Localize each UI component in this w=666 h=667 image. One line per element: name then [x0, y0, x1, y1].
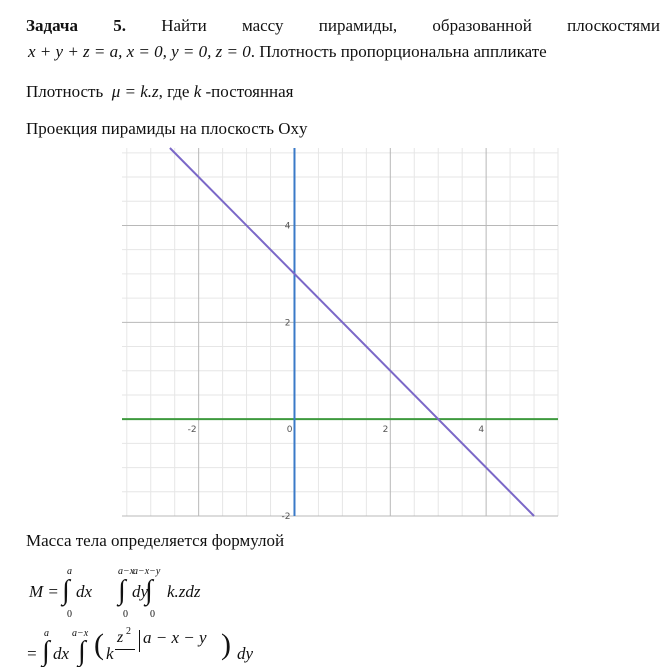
density-suffix: -постоянная: [205, 82, 294, 101]
integral-sign-icon: ∫: [78, 636, 86, 667]
formula1-lower2: 0: [123, 609, 128, 620]
mass-integral-formula: [26, 565, 286, 625]
formula2-k: k: [106, 644, 114, 663]
task-word-find: Найти: [161, 16, 207, 35]
x-tick-label: 4: [478, 425, 485, 436]
major-gridlines: [122, 148, 558, 516]
fraction-bar: [115, 649, 135, 650]
task-word-formed: образованной: [432, 16, 532, 35]
close-paren-icon: ): [221, 628, 231, 661]
formula2-dy: dy: [237, 644, 254, 663]
formula2-upper1: a: [44, 628, 49, 639]
y-tick-label: 4: [284, 221, 291, 232]
x-tick-label: 0: [286, 425, 293, 436]
minor-gridlines: [122, 148, 558, 516]
formula1-upper1: a: [67, 566, 72, 577]
planes-line: [28, 42, 547, 62]
task-heading-line: [26, 16, 660, 36]
formula2-upper2: a−x: [72, 628, 89, 639]
integral-sign-icon: ∫: [42, 636, 50, 667]
axes: [122, 148, 558, 516]
integral-sign-icon: ∫: [118, 575, 126, 606]
formula2-sup: 2: [126, 626, 131, 637]
planes-equation: x + y + z = a, x = 0, y = 0, z = 0: [28, 42, 251, 61]
task-word-mass: массу: [241, 16, 284, 35]
formula1-upper3: a−x−y: [133, 566, 161, 577]
formula2-bar-expr: a − x − y: [143, 628, 207, 647]
integral-sign-icon: ∫: [62, 575, 70, 606]
density-middle: , где: [158, 82, 190, 101]
x-tick-label: -2: [187, 425, 197, 436]
density-formula: μ = k.z: [111, 82, 159, 101]
formula1-lower3: 0: [150, 609, 155, 620]
formula1-lower1: 0: [67, 609, 72, 620]
formula1-lhs: M =: [29, 582, 59, 601]
mass-integral-step: [26, 625, 326, 667]
formula2-lhs: =: [26, 644, 38, 663]
formula1-upper2: a−x: [118, 566, 135, 577]
integral-sign-icon: ∫: [145, 575, 153, 606]
task-number: 5.: [113, 16, 126, 35]
open-paren-icon: (: [94, 628, 104, 661]
task-word-pyramid: пирамиды,: [318, 16, 398, 35]
task-label: Задача: [26, 16, 78, 35]
formula1-integrand: k.zdz: [167, 582, 201, 601]
mass-caption: Масса тела определяется формулой: [26, 531, 285, 550]
evaluation-bar: [139, 630, 140, 652]
formula1-dx: dx: [76, 582, 93, 601]
projection-plot: [122, 148, 558, 522]
density-proportional-note: . Плотность пропорциональна аппликате: [250, 42, 547, 61]
density-constant: k: [193, 82, 202, 101]
series-line-x-plus-y: [170, 148, 534, 516]
formula2-dx: dx: [53, 644, 70, 663]
y-tick-label: -2: [281, 512, 291, 522]
x-tick-label: 2: [382, 425, 389, 436]
formula1-dy: dy: [132, 582, 149, 601]
series-lines: [170, 148, 534, 516]
task-word-planes: плоскостями: [567, 16, 660, 35]
formula2-frac-num: z: [117, 629, 124, 646]
projection-caption: Проекция пирамиды на плоскость Oxy: [26, 119, 308, 138]
tick-labels: [188, 221, 485, 522]
density-prefix: Плотность: [26, 82, 104, 101]
density-line: [26, 82, 294, 102]
y-tick-label: 2: [284, 318, 291, 329]
